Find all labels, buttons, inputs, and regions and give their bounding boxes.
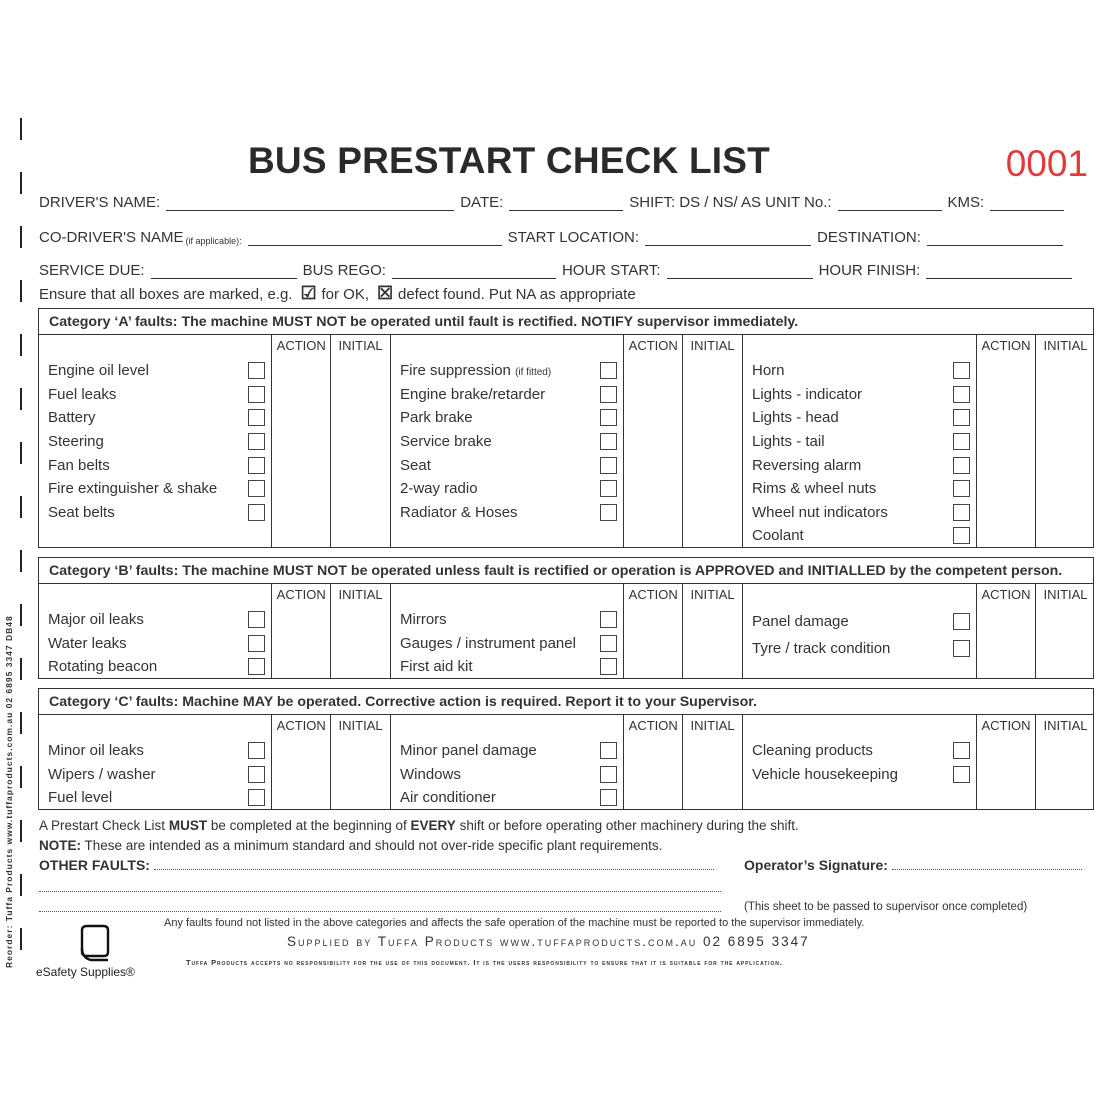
field-row-2 (39, 229, 1092, 246)
checkbox[interactable] (248, 658, 265, 675)
checklist-item-label: Battery (48, 409, 96, 427)
category-b-section (38, 557, 1094, 679)
checklist-item-label: Engine brake/retarder (400, 385, 546, 403)
checklist-item (39, 406, 271, 430)
initial-header: INITIAL (1043, 718, 1088, 733)
action-header: ACTION (624, 715, 683, 809)
checklist-item-label: Coolant (752, 527, 804, 545)
checklist-item (391, 453, 623, 477)
checkbox[interactable] (600, 457, 617, 474)
page-title: BUS PRESTART CHECK LIST (248, 140, 770, 181)
category-b-col-2 (391, 584, 743, 678)
start-location-label: START LOCATION: (507, 229, 639, 246)
initial-header: INITIAL (338, 718, 383, 733)
checklist-item (391, 739, 623, 763)
checklist-item-label: Panel damage (752, 613, 849, 630)
checkbox[interactable] (600, 433, 617, 450)
checklist-item (39, 655, 271, 679)
checklist-item (391, 477, 623, 501)
co-driver-note: (if applicable): (185, 236, 242, 246)
checkbox[interactable] (600, 766, 617, 783)
checklist-item (391, 608, 623, 632)
serial-number: 0001 (1005, 143, 1088, 184)
category-c-heading: Category ‘C’ faults: Machine MAY be operated. Corrective action is required. Report it to your Supervisor. (39, 689, 1093, 715)
checklist-item-label: Seat (400, 456, 431, 474)
category-c-body (39, 715, 1093, 809)
pass-note: (This sheet to be passed to supervisor once completed) (744, 901, 1028, 913)
note-text: A Prestart Check List (39, 818, 166, 833)
checkbox[interactable] (953, 504, 970, 521)
checklist-item (391, 786, 623, 810)
initial-header: INITIAL (690, 338, 735, 353)
checklist-item (743, 359, 976, 383)
co-driver-label: CO-DRIVER'S NAME (39, 229, 184, 246)
checklist-item-label: Gauges / instrument panel (400, 634, 576, 652)
checklist-item-label: Minor oil leaks (48, 742, 144, 760)
service-due-field[interactable] (151, 265, 297, 279)
checklist-item (743, 763, 976, 787)
hour-finish-label: HOUR FINISH: (818, 262, 921, 279)
checklist-item-label: Seat belts (48, 503, 115, 521)
checklist-item (39, 786, 271, 810)
checklist-item-label: Service brake (400, 433, 492, 451)
category-a-body (39, 335, 1093, 547)
instructions-part1: Ensure that all boxes are marked, e.g. (39, 286, 293, 303)
category-c-col-3 (743, 715, 1095, 809)
checklist-item-label: Steering (48, 433, 104, 451)
notes-line-2 (39, 838, 662, 853)
destination-field[interactable] (927, 232, 1063, 246)
checklist-item (391, 763, 623, 787)
bus-rego-field[interactable] (392, 265, 556, 279)
checklist-item-label: Water leaks (48, 634, 127, 652)
category-c-items-1 (39, 715, 272, 809)
other-faults-field-3[interactable] (39, 900, 721, 912)
note-label: NOTE: (39, 838, 81, 853)
hour-start-field[interactable] (667, 265, 813, 279)
checkbox[interactable] (953, 409, 970, 426)
checklist-item-label: Fire suppression (400, 362, 511, 380)
category-c-section (38, 688, 1094, 810)
checklist-item-label: Lights - indicator (752, 385, 863, 403)
checklist-item-label: Air conditioner (400, 789, 496, 807)
note-emphasis: MUST (168, 818, 208, 833)
checklist-item-label: Windows (400, 765, 461, 783)
note-text: These are intended as a minimum standard and should not over-ride specific plant requirements. (84, 838, 663, 853)
category-a-section (38, 308, 1094, 548)
checklist-item-label: Rotating beacon (48, 658, 158, 676)
checklist-item (743, 524, 976, 548)
date-field[interactable] (509, 197, 623, 211)
checkbox[interactable] (248, 789, 265, 806)
disclaimer: Tuffa Products accepts no responsibility for the use of this document. It is the users responsibility to ensure that it is suitable for the application. (186, 958, 783, 967)
reorder-side-text: Reorder: Tuffa Products www.tuffaproducts.com.au 02 6895 3347 DB48 (4, 615, 14, 968)
checkbox[interactable] (953, 362, 970, 379)
initial-header: INITIAL (1043, 338, 1088, 353)
hour-finish-field[interactable] (926, 265, 1072, 279)
checklist-item (743, 430, 976, 454)
category-c-items-3 (743, 715, 977, 809)
defect-example-icon: ☒ (377, 283, 394, 303)
action-header: ACTION (624, 335, 683, 547)
checkbox[interactable] (248, 386, 265, 403)
esafety-logo-icon (78, 924, 112, 964)
checklist-item (391, 655, 623, 679)
checklist-item (39, 632, 271, 656)
initial-header: INITIAL (338, 587, 383, 602)
checkbox[interactable] (953, 640, 970, 657)
checklist-item (39, 763, 271, 787)
checkbox[interactable] (953, 386, 970, 403)
initial-header: INITIAL (690, 718, 735, 733)
checkbox[interactable] (248, 409, 265, 426)
signature-row (744, 857, 1082, 873)
checklist-item (743, 383, 976, 407)
category-b-items-2 (391, 584, 624, 678)
checkbox[interactable] (600, 480, 617, 497)
category-a-items-2 (391, 335, 624, 547)
action-header: ACTION (272, 584, 331, 678)
initial-header: INITIAL (338, 338, 383, 353)
field-row-3 (39, 262, 1092, 279)
category-b-col-1 (39, 584, 391, 678)
category-a-items-3 (743, 335, 977, 547)
checklist-item-label: Fuel leaks (48, 385, 117, 403)
checklist-item (39, 477, 271, 501)
checkbox[interactable] (600, 362, 617, 379)
checkbox[interactable] (600, 742, 617, 759)
checklist-item-label: Engine oil level (48, 362, 149, 380)
other-faults-line-3 (39, 900, 721, 915)
checklist-item (743, 501, 976, 525)
checklist-item (39, 383, 271, 407)
checklist-item-label: Park brake (400, 409, 473, 427)
action-header: ACTION (624, 584, 683, 678)
action-header: ACTION (977, 715, 1036, 809)
checkbox[interactable] (248, 504, 265, 521)
checklist-item-label: Rims & wheel nuts (752, 480, 877, 498)
checklist-item-label: Horn (752, 362, 785, 380)
checklist-item (391, 632, 623, 656)
driver-name-label: DRIVER'S NAME: (39, 194, 161, 211)
category-a-col-1 (39, 335, 391, 547)
category-a-col-3 (743, 335, 1095, 547)
other-faults-field-2[interactable] (39, 880, 721, 892)
initial-header: INITIAL (1043, 587, 1088, 602)
checklist-item-label: Fire extinguisher & shake (48, 480, 218, 498)
other-faults-line-2 (39, 880, 721, 895)
action-header: ACTION (977, 584, 1036, 678)
shift-label: SHIFT: DS / NS/ AS UNIT No.: (629, 194, 832, 211)
checklist-item-label: Mirrors (400, 611, 447, 629)
category-c-col-2 (391, 715, 743, 809)
checklist-item (743, 477, 976, 501)
checkbox[interactable] (248, 457, 265, 474)
unit-no-field[interactable] (838, 197, 942, 211)
category-b-items-1 (39, 584, 272, 678)
checkbox[interactable] (600, 789, 617, 806)
checkbox[interactable] (600, 658, 617, 675)
checklist-item-label: First aid kit (400, 658, 473, 676)
checkbox[interactable] (600, 611, 617, 628)
action-header: ACTION (977, 335, 1036, 547)
destination-label: DESTINATION: (817, 229, 921, 246)
operator-signature-label: Operator’s Signature: (744, 857, 888, 873)
checkbox[interactable] (953, 527, 970, 544)
checklist-item-label: Reversing alarm (752, 456, 862, 474)
kms-field[interactable] (990, 197, 1064, 211)
supplied-by: Supplied by Tuffa Products www.tuffaproducts.com.au 02 6895 3347 (287, 934, 810, 949)
checklist-item (39, 501, 271, 525)
checklist-item (391, 406, 623, 430)
hour-start-label: HOUR START: (561, 262, 661, 279)
checkbox[interactable] (248, 742, 265, 759)
brand-name: eSafety Supplies® (36, 965, 135, 979)
category-b-col-3 (743, 584, 1095, 678)
notes-line-1 (39, 818, 799, 833)
any-faults-note: Any faults found not listed in the above categories and affects the safe operation of the machine must be reported to the supervisor immediately. (164, 917, 865, 929)
field-row-1 (39, 194, 1092, 211)
kms-label: KMS: (947, 194, 985, 211)
checklist-item (391, 501, 623, 525)
checklist-item-label: Fan belts (48, 456, 110, 474)
checklist-item (743, 739, 976, 763)
checklist-item (39, 608, 271, 632)
checklist-item (39, 739, 271, 763)
checklist-item-label: Fuel level (48, 789, 113, 807)
category-a-items-1 (39, 335, 272, 547)
checkbox[interactable] (248, 480, 265, 497)
checkbox[interactable] (953, 766, 970, 783)
checklist-item (743, 635, 976, 662)
note-text: be completed at the beginning of (210, 818, 407, 833)
initial-header: INITIAL (690, 587, 735, 602)
checklist-item (39, 359, 271, 383)
checkbox[interactable] (953, 480, 970, 497)
checklist-item-label: Wipers / washer (48, 765, 156, 783)
checkbox[interactable] (953, 433, 970, 450)
fitted-note: (if fitted) (515, 367, 552, 379)
checkbox[interactable] (600, 386, 617, 403)
checkbox[interactable] (953, 457, 970, 474)
checkbox[interactable] (248, 362, 265, 379)
category-a-heading: Category ‘A’ faults: The machine MUST NOT be operated until fault is rectified. NOTIFY supervisor immediately. (39, 309, 1093, 335)
checklist-item-label: Lights - head (752, 409, 839, 427)
other-faults-label: OTHER FAULTS: (39, 857, 150, 873)
checkbox[interactable] (248, 766, 265, 783)
checklist-item (391, 430, 623, 454)
checkbox[interactable] (600, 504, 617, 521)
date-label: DATE: (460, 194, 504, 211)
checklist-item-label: Cleaning products (752, 742, 873, 760)
category-b-items-3 (743, 584, 977, 678)
category-b-heading: Category ‘B’ faults: The machine MUST NOT be operated unless fault is rectified or operation is APPROVED and INITIALLED by the competent person. (39, 558, 1093, 584)
checkbox[interactable] (600, 409, 617, 426)
checklist-item (743, 406, 976, 430)
checkbox[interactable] (248, 433, 265, 450)
checklist-item (39, 453, 271, 477)
start-location-field[interactable] (645, 232, 811, 246)
checklist-item (39, 430, 271, 454)
driver-name-field[interactable] (166, 197, 454, 211)
checklist-item-label: Major oil leaks (48, 611, 144, 629)
other-faults-field[interactable] (154, 858, 714, 870)
checklist-item-label: Vehicle housekeeping (752, 765, 898, 783)
checkbox[interactable] (248, 611, 265, 628)
operator-signature-field[interactable] (892, 858, 1082, 870)
category-c-items-2 (391, 715, 624, 809)
checklist-item (391, 383, 623, 407)
co-driver-field[interactable] (248, 232, 502, 246)
note-emphasis: EVERY (410, 818, 456, 833)
checklist-item-label: Radiator & Hoses (400, 503, 518, 521)
note-text: shift or before operating other machinery during the shift. (459, 818, 799, 833)
checklist-item (743, 608, 976, 635)
checklist-item-label: Wheel nut indicators (752, 503, 888, 521)
service-due-label: SERVICE DUE: (39, 262, 145, 279)
checkbox[interactable] (953, 742, 970, 759)
category-a-col-2 (391, 335, 743, 547)
checkbox[interactable] (953, 613, 970, 630)
instructions-part2: for OK, (321, 286, 369, 303)
category-c-col-1 (39, 715, 391, 809)
instructions-part3: defect found. Put NA as appropriate (398, 286, 636, 303)
checklist-item (743, 453, 976, 477)
checklist-item-label: Tyre / track condition (752, 640, 891, 657)
checklist-item (391, 359, 623, 383)
category-b-body (39, 584, 1093, 678)
checkbox[interactable] (600, 635, 617, 652)
action-header: ACTION (272, 715, 331, 809)
instructions-line (39, 283, 636, 303)
action-header: ACTION (272, 335, 331, 547)
ok-example-icon: ☑ (300, 283, 317, 303)
checklist-item-label: Minor panel damage (400, 742, 537, 760)
checklist-item-label: Lights - tail (752, 433, 825, 451)
other-faults-row (39, 857, 714, 873)
bus-rego-label: BUS REGO: (302, 262, 386, 279)
checkbox[interactable] (248, 635, 265, 652)
checklist-item-label: 2-way radio (400, 480, 478, 498)
